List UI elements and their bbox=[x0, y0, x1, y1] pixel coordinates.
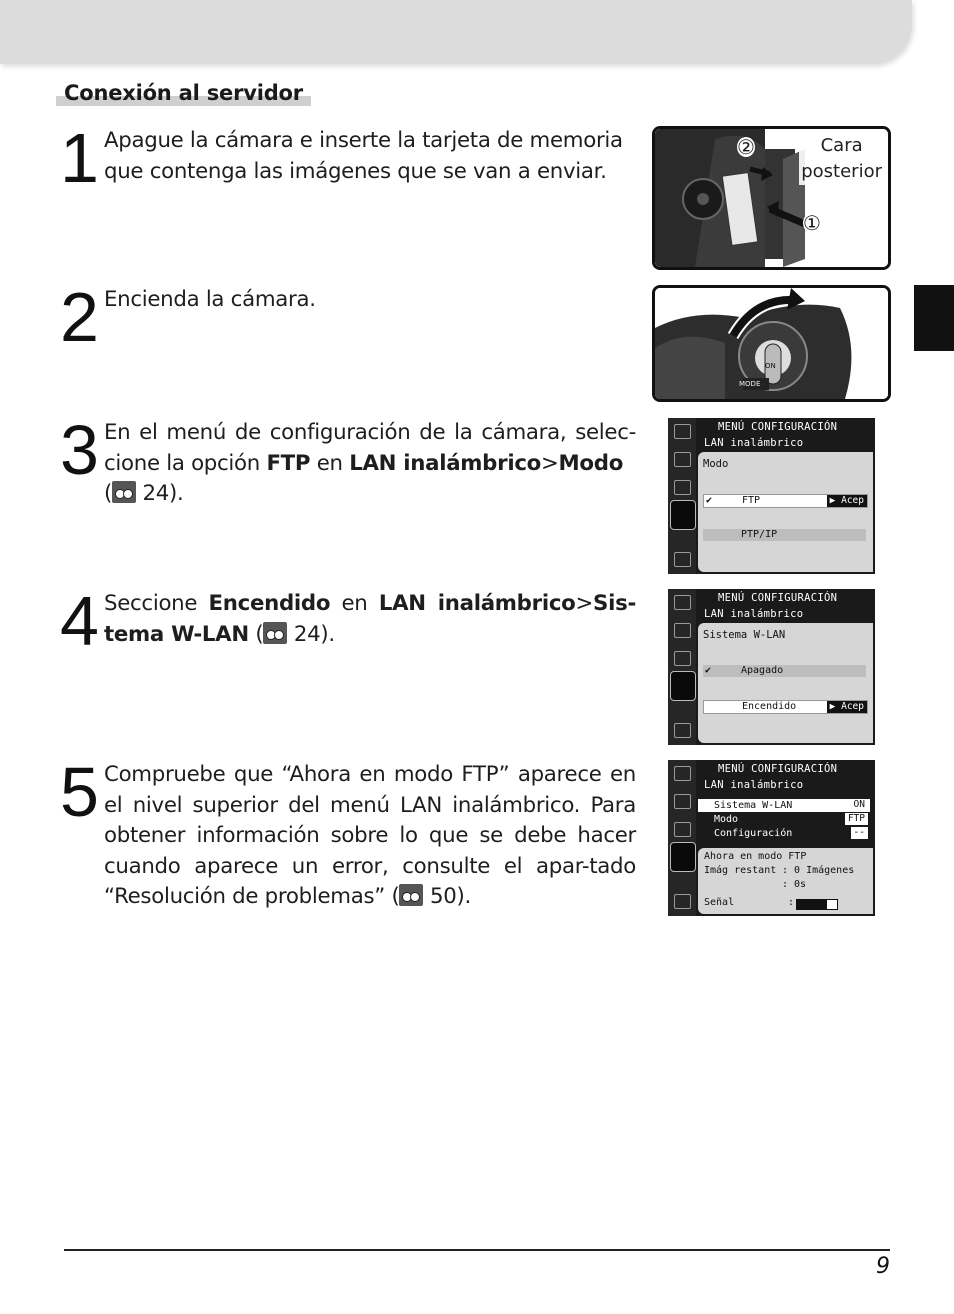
reference-eye-icon bbox=[112, 481, 136, 503]
caption-line: Cara bbox=[820, 135, 863, 156]
menu-item-wlan-system[interactable] bbox=[698, 799, 870, 812]
chapter-tab bbox=[914, 285, 954, 351]
marker-1: ① bbox=[803, 211, 821, 235]
marker-2: ② bbox=[737, 135, 755, 159]
footer-rule bbox=[64, 1249, 890, 1251]
pencil-icon bbox=[674, 822, 691, 837]
page-reference: 24). bbox=[287, 621, 335, 647]
item-name: Modo bbox=[714, 814, 739, 825]
remaining-label: Imág restant bbox=[704, 865, 777, 876]
menu-sidebar bbox=[668, 418, 696, 574]
lcd-screen-mode bbox=[668, 418, 875, 574]
separator: > bbox=[540, 450, 559, 476]
option-panel bbox=[698, 452, 873, 572]
item-name: Sistema W-LAN bbox=[714, 800, 793, 811]
text-run: en bbox=[330, 591, 379, 616]
option-value: Apagado bbox=[741, 665, 784, 676]
reference-eye-icon bbox=[399, 884, 423, 906]
page-number: 9 bbox=[876, 1254, 890, 1279]
signal-meter bbox=[796, 899, 838, 910]
option-off[interactable] bbox=[703, 665, 866, 677]
step-number: 4 bbox=[60, 582, 97, 660]
text-run: Seccione bbox=[104, 591, 209, 616]
step-number: 5 bbox=[60, 753, 97, 831]
item-value: -- bbox=[851, 827, 868, 839]
accept-button[interactable]: ▶ Acep bbox=[827, 701, 867, 713]
playback-icon bbox=[674, 595, 691, 610]
menu-item-mode[interactable] bbox=[698, 813, 870, 826]
bold-run: FTP bbox=[266, 450, 311, 476]
menu-sidebar bbox=[668, 760, 696, 916]
camera-icon bbox=[674, 452, 691, 467]
item-value: ON bbox=[851, 799, 868, 811]
option-ftp[interactable] bbox=[703, 494, 868, 508]
text-run: Compruebe que “Ahora en modo FTP” aparece en el nivel superior del menú LAN inalámbrico. Para obtener información sobre lo que se debe hacer cuando aparece un error, consulte el apar-tado “Resolución de problemas” ( bbox=[104, 762, 636, 909]
recent-settings-icon bbox=[674, 552, 691, 567]
check-icon: ✔ bbox=[705, 665, 712, 676]
step-text bbox=[104, 760, 636, 913]
signal-fill bbox=[797, 900, 827, 909]
playback-icon bbox=[674, 766, 691, 781]
option-value: PTP/IP bbox=[741, 529, 778, 540]
remaining-images: : 0 Imágenes bbox=[782, 865, 855, 876]
power-switch-photo bbox=[652, 285, 891, 402]
camera-icon bbox=[674, 794, 691, 809]
header-band bbox=[0, 0, 912, 64]
step-text bbox=[104, 589, 636, 650]
check-icon: ✔ bbox=[706, 495, 713, 506]
step-number: 1 bbox=[60, 119, 97, 197]
section-title: Conexión al servidor bbox=[56, 80, 311, 106]
on-label: ON bbox=[765, 362, 776, 370]
signal-label: Señal bbox=[704, 897, 735, 908]
step-number: 3 bbox=[60, 411, 97, 489]
reference-eye-icon bbox=[263, 622, 287, 644]
option-value: Encendido bbox=[742, 701, 797, 712]
bold-run: LAN inalámbrico bbox=[378, 591, 576, 616]
photo-caption bbox=[799, 133, 884, 185]
separator: > bbox=[575, 591, 594, 616]
wrench-icon bbox=[670, 500, 696, 530]
option-ptpip[interactable] bbox=[703, 529, 866, 541]
bold-run: LAN inalámbrico bbox=[349, 450, 541, 476]
recent-settings-icon bbox=[674, 894, 691, 909]
power-switch-illustration bbox=[655, 288, 888, 399]
screen-subtitle: LAN inalámbrico bbox=[704, 779, 804, 791]
menu-item-configuration[interactable] bbox=[698, 827, 870, 840]
lcd-screen-wlan-system bbox=[668, 589, 875, 745]
step-text: Apague la cámara e inserte la tarjeta de memoria que contenga las imágenes que se van a enviar. bbox=[104, 128, 623, 184]
option-panel bbox=[698, 623, 873, 743]
caption-line: posterior bbox=[801, 161, 882, 182]
text-run: en bbox=[310, 450, 350, 476]
status-line: Ahora en modo FTP bbox=[704, 851, 807, 862]
lcd-screen-wlan-status bbox=[668, 760, 875, 916]
wrench-icon bbox=[670, 842, 696, 872]
wrench-icon bbox=[670, 671, 696, 701]
option-on[interactable] bbox=[703, 700, 868, 714]
card-insertion-photo bbox=[652, 126, 891, 270]
screen-title: MENÚ CONFIGURACIÓN bbox=[718, 763, 838, 775]
screen-title: MENÚ CONFIGURACIÓN bbox=[718, 592, 838, 604]
item-value: FTP bbox=[845, 813, 868, 825]
status-panel bbox=[698, 848, 873, 914]
screen-subtitle: LAN inalámbrico bbox=[704, 437, 804, 449]
step-text bbox=[104, 418, 636, 510]
option-value: FTP bbox=[742, 495, 761, 506]
text-run: ( bbox=[104, 481, 113, 506]
screen-subtitle: LAN inalámbrico bbox=[704, 608, 804, 620]
menu-sidebar bbox=[668, 589, 696, 745]
page-reference: 24). bbox=[136, 481, 184, 506]
remaining-time: : 0s bbox=[782, 879, 807, 890]
option-label: Modo bbox=[703, 458, 729, 470]
bold-run: Sis-tema W-LAN bbox=[104, 591, 637, 647]
accept-button[interactable]: ▶ Acep bbox=[827, 495, 867, 507]
playback-icon bbox=[674, 424, 691, 439]
option-label: Sistema W-LAN bbox=[703, 629, 786, 641]
text-run: ( bbox=[248, 621, 264, 647]
bold-run: Encendido bbox=[208, 591, 331, 616]
signal-colon: : bbox=[788, 897, 795, 908]
camera-icon bbox=[674, 623, 691, 638]
pencil-icon bbox=[674, 480, 691, 495]
item-name: Configuración bbox=[714, 828, 793, 839]
screen-title: MENÚ CONFIGURACIÓN bbox=[718, 421, 838, 433]
page-reference: 50). bbox=[423, 884, 471, 909]
recent-settings-icon bbox=[674, 723, 691, 738]
pencil-icon bbox=[674, 651, 691, 666]
bold-run: Modo bbox=[558, 450, 624, 476]
step-text: Encienda la cámara. bbox=[104, 287, 316, 312]
step-number: 2 bbox=[60, 278, 97, 356]
wlan-menu-list bbox=[698, 799, 873, 843]
mode-label: MODE bbox=[739, 380, 761, 388]
text-run: En el menú de configuración de la cámara, selec-cione la opción bbox=[104, 420, 636, 476]
